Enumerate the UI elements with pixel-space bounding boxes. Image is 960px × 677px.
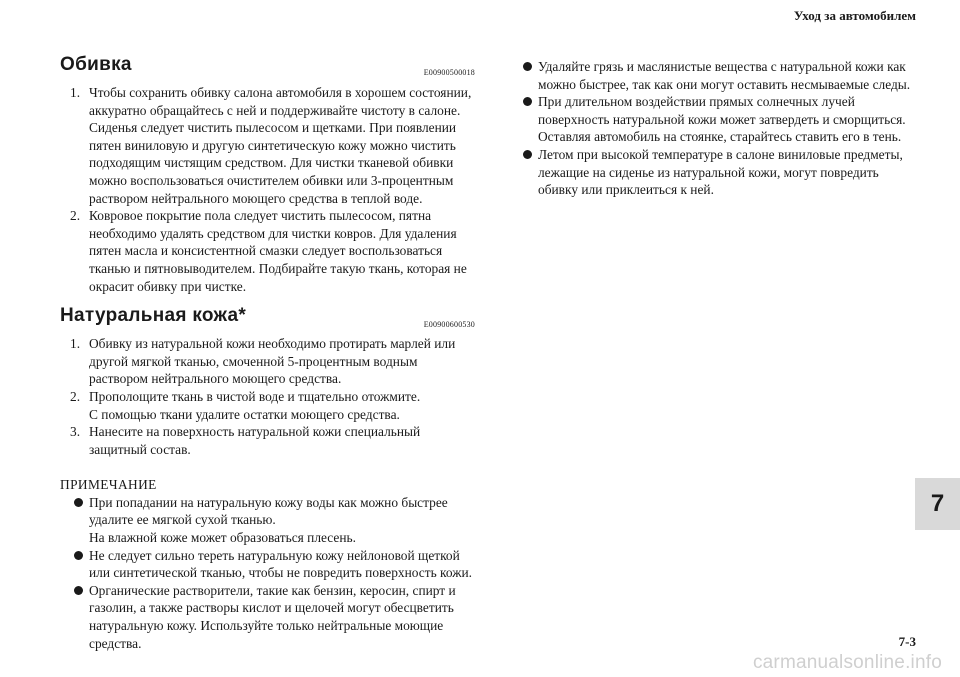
bullet-paragraph: Летом при высокой температуре в салоне виниловые предметы, лежащие на сиденье из натуральной кожи, могут повредить обивку или приклеиться к ней. <box>538 146 903 198</box>
bullet-item <box>60 582 475 652</box>
bullet-dot-icon <box>74 498 83 507</box>
bullet-paragraph: При длительном воздействии прямых солнечных лучей поверхность натуральной кожи может затвердеть и сморщиться. <box>538 94 906 127</box>
section-upholstery-header <box>60 56 475 84</box>
chapter-tab: 7 <box>915 478 960 530</box>
note-bullets <box>60 494 475 652</box>
bullet-item <box>509 93 919 146</box>
bullet-dot-icon <box>74 551 83 560</box>
list-item <box>60 335 475 388</box>
leather-list <box>60 335 475 458</box>
item-number: 2. <box>70 388 81 404</box>
bullet-paragraph: Органические растворители, такие как бензин, керосин, спирт и газолин, а также растворы кислот и щелочей могут обесцветить натуральную кожу. Используйте только нейтральные моющие средства. <box>89 582 456 651</box>
list-item <box>60 423 475 458</box>
bullet-paragraph: На влажной коже может образоваться плесень. <box>89 530 356 546</box>
upholstery-list <box>60 84 475 295</box>
right-column <box>509 58 919 199</box>
bullet-dot-icon <box>74 586 83 595</box>
section-title-leather: Натуральная кожа* <box>60 305 247 327</box>
item-paragraph: Чтобы сохранить обивку салона автомобиля в хорошем состоянии, аккуратно обращайтесь с ней и поддерживайте чистоту в салоне. <box>89 85 472 118</box>
item-paragraph: С помощью ткани удалите остатки моющего средства. <box>89 406 400 422</box>
item-paragraph: Сиденья следует чистить пылесосом и щетками. При появлении пятен виниловую и другую синтетическую кожу можно чистить подходящим чистящим средством. Для чистки тканевой обивки можно воспользоваться очистителем обивки или 3-процентным раствором нейтрального моющего средства в теплой воде. <box>89 120 457 206</box>
note-label: ПРИМЕЧАНИЕ <box>60 477 157 493</box>
item-paragraph: Обивку из натуральной кожи необходимо протирать марлей или другой мягкой тканью, смоченной 5-процентным водным раствором нейтрального моющего средства. <box>89 336 456 387</box>
bullet-item <box>509 146 919 199</box>
bullet-item <box>60 547 475 582</box>
list-item <box>60 84 475 207</box>
item-paragraph: Нанесите на поверхность натуральной кожи специальный защитный состав. <box>89 424 421 457</box>
bullet-paragraph: Оставляя автомобиль на стоянке, старайтесь ставить его в тень. <box>538 129 902 145</box>
watermark: carmanualsonline.info <box>752 652 942 673</box>
section-code-leather: E00900600530 <box>423 319 475 329</box>
section-code-upholstery: E00900500018 <box>423 68 475 78</box>
item-paragraph: Прополощите ткань в чистой воде и тщательно отожмите. <box>89 388 421 404</box>
list-item <box>60 388 475 423</box>
header-title: Уход за автомобилем <box>793 8 916 23</box>
bullet-dot-icon <box>523 150 532 159</box>
section-leather-header <box>60 307 475 335</box>
item-number: 2. <box>70 208 81 224</box>
bullet-item <box>509 58 919 93</box>
item-number: 1. <box>70 336 81 352</box>
page-number: 7-3 <box>898 634 916 649</box>
note-bullets-continued <box>509 58 919 199</box>
bullet-paragraph: При попадании на натуральную кожу воды как можно быстрее удалите ее мягкой сухой тканью. <box>89 494 448 528</box>
section-title-upholstery: Обивка <box>60 54 132 75</box>
bullet-item <box>60 494 475 547</box>
item-paragraph: Ковровое покрытие пола следует чистить пылесосом, пятна необходимо удалять средством для чистки ковров. Для удаления пятен масла и консистентной смазки следует воспользоваться тканью и пятновыводителем. Подбирайте такую ткань, которая не окрасит обивку при чистке. <box>89 208 467 294</box>
list-item <box>60 207 475 295</box>
bullet-dot-icon <box>523 62 532 71</box>
bullet-dot-icon <box>523 97 532 106</box>
item-number: 1. <box>70 85 81 100</box>
bullet-paragraph: Удаляйте грязь и маслянистые вещества с натуральной кожи как можно быстрее, так как они могут оставить несмываемые следы. <box>538 59 911 92</box>
item-number: 3. <box>70 424 81 440</box>
bullet-paragraph: Не следует сильно тереть натуральную кожу нейлоновой щеткой или синтетической тканью, чтобы не повредить поверхность кожи. <box>89 547 472 581</box>
left-column <box>60 56 475 652</box>
